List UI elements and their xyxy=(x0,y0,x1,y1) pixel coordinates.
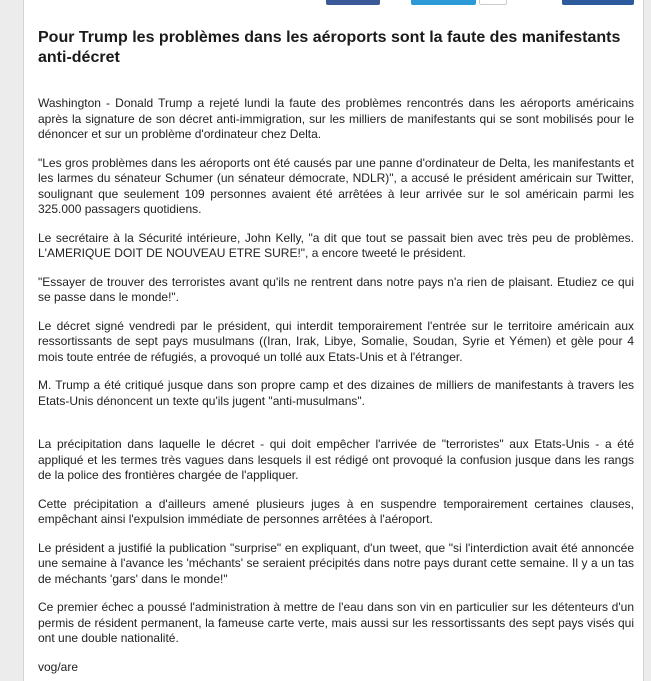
twitter-share-button[interactable] xyxy=(411,0,476,5)
article-signature: vog/are xyxy=(38,659,79,674)
article-paragraph: La précipitation dans laquelle le décret - qui doit empêcher l'arrivée de "terroristes" aux Etats-Unis - a été appliqué et les termes très vagues dans lesquels il est rédigé ont provoqué la confusion jusque dans les rangs de la police des frontières chargée de l'appliquer. xyxy=(38,437,634,482)
article-paragraph: Le secrétaire à la Sécurité intérieure, John Kelly, "a dit que tout se passait bien avec très peu de problèmes. L'AMERIQUE DOIT DE NOUVEAU ETRE SURE!", a encore tweeté le président. xyxy=(38,230,634,260)
linkedin-share-button[interactable] xyxy=(562,0,634,5)
article-paragraph: Cette précipitation a d'ailleurs amené plusieurs juges à en suspendre temporairement certaines clauses, empêchant ainsi l'expulsion immédiate de personnes arrêtées à l'aéroport. xyxy=(38,496,634,526)
share-bar xyxy=(24,0,643,6)
article-paragraph: Washington - Donald Trump a rejeté lundi la faute des problèmes rencontrés dans les aéroports américains après la signature de son décret anti-immigration, sur les milliers de manifestants qui se sont mobilisés pour le dénoncer et sur un problème d'ordinateur chez Delta. xyxy=(38,96,634,141)
article-paragraph: Ce premier échec a poussé l'administration à mettre de l'eau dans son vin en particulier sur les détenteurs d'un permis de résident permanent, la fameuse carte verte, mais aussi sur les ressortissants des sept pays visés qui ont une double nationalité. xyxy=(38,600,634,645)
article-paragraph: M. Trump a été critiqué jusque dans son propre camp et des dizaines de milliers de manifestants à travers les Etats-Unis dénoncent un texte qu'ils jugent "anti-musulmans". xyxy=(38,378,634,408)
article-title: Pour Trump les problèmes dans les aéroports sont la faute des manifestants anti-décret xyxy=(38,29,621,66)
article-body xyxy=(38,96,634,681)
article-paragraph: Le décret signé vendredi par le président, qui interdit temporairement l'entrée sur le territoire américain aux ressortissants de sept pays musulmans ((Iran, Irak, Libye, Somalie, Soudan, Syrie et Yémen) et gèle pour 4 mois toute entrée de réfugiés, a provoqué un tollé aux Etats-Unis et à l'étranger. xyxy=(38,318,634,364)
article-paragraph: "Essayer de trouver des terroristes avant qu'ils ne rentrent dans notre pays n'a rien de plaisant. Etudiez ce qui se passe dans le monde!". xyxy=(38,274,634,304)
facebook-share-button[interactable] xyxy=(326,0,380,5)
share-count-button[interactable] xyxy=(479,0,507,5)
article-page xyxy=(23,0,644,681)
article-paragraph: Le président a justifié la publication "surprise" en expliquant, d'un tweet, que "si l'interdiction avait été annoncée une semaine à l'avance les 'méchants' se seraient précipités dans notre pays durant cette semaine. Il y a un tas de méchants 'gars' dans le monde!" xyxy=(38,540,634,586)
article-paragraph: "Les gros problèmes dans les aéroports ont été causés par une panne d'ordinateur de Delta, les manifestants et les larmes du sénateur Schumer (un sénateur démocrate, NDLR)", a accusé le président américain sur Twitter, soulignant que seulement 109 personnes avaient été arrêtées à leur arrivée sur le sol américain parmi les 325.000 passagers quotidiens. xyxy=(38,155,634,216)
